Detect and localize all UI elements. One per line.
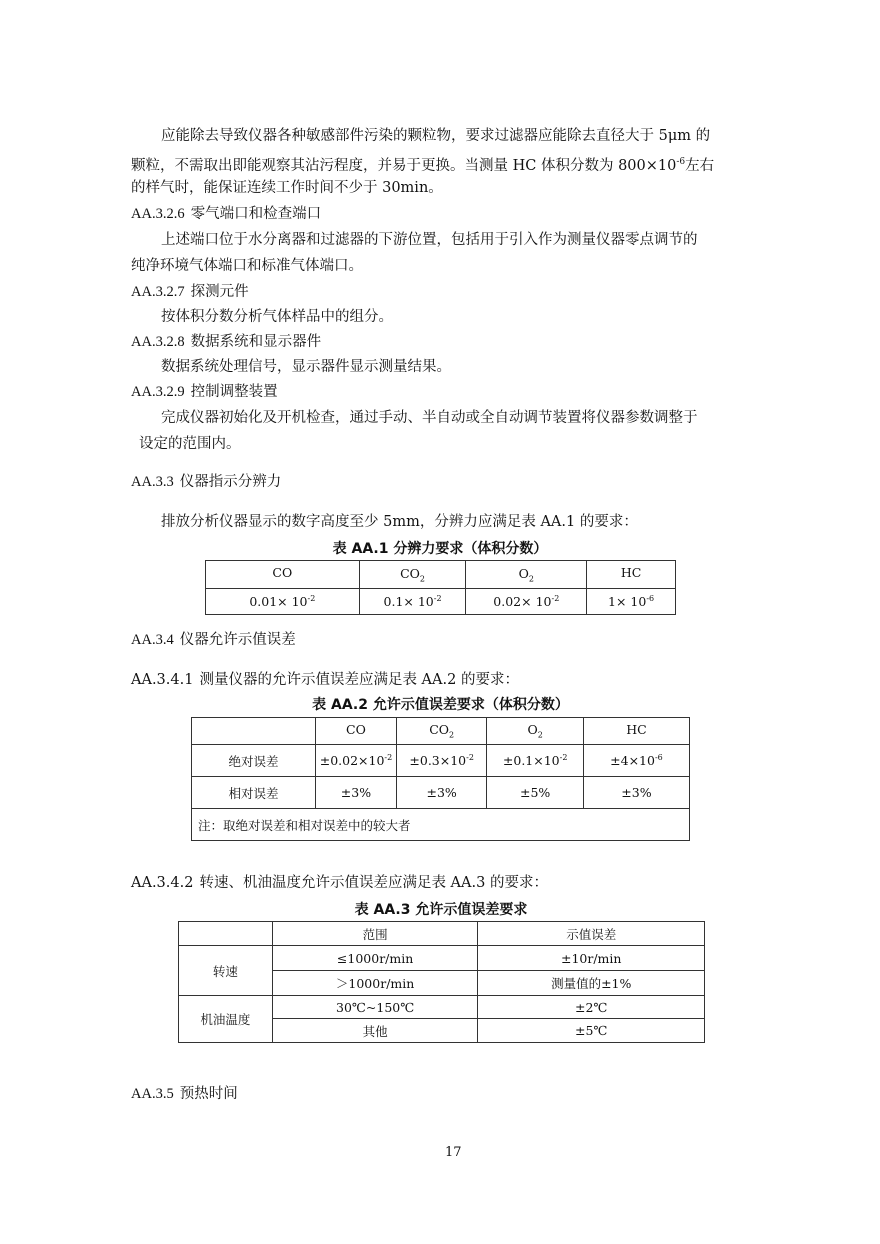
section-heading-aa3-3: AA.3.3 仪器指示分辨力	[131, 474, 282, 490]
table2-rel-label: 相对误差	[192, 777, 316, 809]
table1-value-co2: $0.1\times 10^{-2}$	[359, 589, 466, 615]
table3-header-range: 范围	[272, 922, 478, 946]
section-body-line: 设定的范围内。	[139, 436, 241, 452]
table2-abs-label: 绝对误差	[192, 745, 316, 777]
table3-speed-range: ＞1000r/min	[272, 971, 478, 996]
table2-note: 注：取绝对误差和相对误差中的较大者	[192, 809, 690, 841]
table1-header-co2: $CO_2$	[359, 561, 466, 589]
table-aa2	[191, 717, 690, 841]
table2-rel-hc: ±3%	[583, 777, 689, 809]
table3-oil-range: 30℃~150℃	[272, 996, 478, 1019]
section-body-line: 上述端口位于水分离器和过滤器的下游位置，包括用于引入作为测量仪器零点调节的	[161, 232, 698, 248]
table2-header-empty	[192, 718, 316, 745]
table-aa1	[205, 560, 676, 615]
table3-oil-range: 其他	[272, 1019, 478, 1043]
table1-value-co: $0.01\times 10^{-2}$	[206, 589, 360, 615]
table2-header-co2: $CO_2$	[396, 718, 487, 745]
table3-header-empty	[179, 922, 273, 946]
table3-speed-error: 测量值的±1%	[478, 971, 705, 996]
table2-abs-hc: $\pm 4\times 10^{-6}$	[583, 745, 689, 777]
table2-abs-co: $\pm 0.02\times 10^{-2}$	[316, 745, 397, 777]
table1-header-co: CO	[206, 561, 360, 589]
table3-speed-range: ≤1000r/min	[272, 946, 478, 971]
table2-header-co: CO	[316, 718, 397, 745]
page-number: 17	[445, 1145, 462, 1160]
table3-oil-label: 机油温度	[179, 996, 273, 1043]
table1-value-hc: $1\times 10^{-6}$	[587, 589, 676, 615]
section-heading-aa3-5: AA.3.5 预热时间	[131, 1086, 238, 1102]
table1-value-o2: $0.02\times 10^{-2}$	[466, 589, 587, 615]
table1-caption: 表 AA.1 分辨力要求（体积分数）	[332, 541, 548, 557]
table1-header-hc: HC	[587, 561, 676, 589]
aa341-text: AA.3.4.1 测量仪器的允许示值误差应满足表 AA.2 的要求：	[131, 672, 519, 688]
intro-line-1: 应能除去导致仪器各种敏感部件污染的颗粒物，要求过滤器应能除去直径大于 5μm 的	[161, 128, 711, 144]
section-body-line: 按体积分数分析气体样品中的组分。	[161, 309, 393, 325]
table2-abs-o2: $\pm 0.1\times 10^{-2}$	[487, 745, 583, 777]
section-heading-aa3-2-8: AA.3.2.8 数据系统和显示器件	[131, 334, 322, 350]
section-body-line: 纯净环境气体端口和标准气体端口。	[131, 258, 363, 274]
table3-oil-error: ±2℃	[478, 996, 705, 1019]
aa33-text: 排放分析仪器显示的数字高度至少 5mm，分辨力应满足表 AA.1 的要求：	[161, 514, 638, 530]
table3-header-error: 示值误差	[478, 922, 705, 946]
section-body-line: 完成仪器初始化及开机检查，通过手动、半自动或全自动调节装置将仪器参数调整于	[161, 410, 698, 426]
table2-rel-co2: ±3%	[396, 777, 487, 809]
table3-oil-error: ±5℃	[478, 1019, 705, 1043]
table3-speed-label: 转速	[179, 946, 273, 996]
table2-header-hc: HC	[583, 718, 689, 745]
intro-line-2: 颗粒，不需取出即能观察其沾污程度，并易于更换。当测量 HC 体积分数为 $800\times 10^{-6}$左右	[131, 157, 715, 174]
table3-caption: 表 AA.3 允许示值误差要求	[354, 902, 528, 918]
table1-header-o2: $O_2$	[466, 561, 587, 589]
section-heading-aa3-2-7: AA.3.2.7 探测元件	[131, 284, 249, 300]
table-aa3	[178, 921, 705, 1043]
section-body-line: 数据系统处理信号，显示器件显示测量结果。	[161, 359, 451, 375]
section-heading-aa3-2-6: AA.3.2.6 零气端口和检查端口	[131, 206, 322, 222]
table2-rel-co: ±3%	[316, 777, 397, 809]
table2-abs-co2: $\pm 0.3\times 10^{-2}$	[396, 745, 487, 777]
table2-rel-o2: ±5%	[487, 777, 583, 809]
table2-header-o2: $O_2$	[487, 718, 583, 745]
table2-caption: 表 AA.2 允许示值误差要求（体积分数）	[312, 697, 569, 713]
intro-line-3: 的样气时，能保证连续工作时间不少于 30min。	[131, 180, 443, 196]
table3-speed-error: ±10r/min	[478, 946, 705, 971]
aa342-text: AA.3.4.2 转速、机油温度允许示值误差应满足表 AA.3 的要求：	[131, 875, 548, 891]
section-heading-aa3-2-9: AA.3.2.9 控制调整装置	[131, 384, 278, 400]
section-heading-aa3-4: AA.3.4 仪器允许示值误差	[131, 632, 296, 648]
